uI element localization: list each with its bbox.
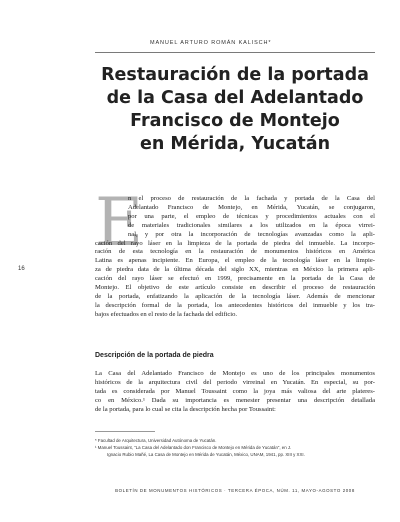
section-paragraph	[95, 370, 375, 415]
footnote: * Facultad de Arquitectura, Universidad Autónoma de Yucatán.	[95, 438, 217, 443]
intro-paragraph	[95, 184, 375, 320]
drop-cap: E	[95, 184, 144, 261]
page-number: 16	[18, 266, 25, 272]
text-line: tada es considerada por Manuel Toussaint como la joya más valiosa del arte plateres-	[95, 387, 375, 395]
text-line: n el proceso de restauración de la fachada y portada de la Casa del	[128, 195, 375, 202]
text-line: por una parte, el empleo de técnicas y procedimientos actuales con el	[128, 212, 375, 220]
title-line: Francisco de Montejo	[130, 111, 340, 131]
text-line: de la portada, enfatizando la aplicación de la tecnología láser. Además de mencionar	[95, 292, 375, 300]
title-line: en Mérida, Yucatán	[139, 134, 331, 154]
text-line: cación del rayo láser se efectuó en 1999, precisamente en la portada de la Casa de	[95, 275, 375, 283]
text-line: Latina es apenas incipiente. En Europa, el empleo de la tecnología láser en la limpie-	[95, 257, 375, 265]
text-line: nal, y por otra la incorporación de tecnologías avanzadas como la apli-	[128, 230, 375, 238]
journal-footer: BOLETÍN DE MONUMENTOS HISTÓRICOS · TERCERA ÉPOCA, NÚM. 11, MAYO-AGOSTO 2008	[115, 488, 355, 493]
title-line: Restauración de la portada	[101, 65, 369, 85]
running-header-author: MANUEL ARTURO ROMÁN KALISCH*	[150, 40, 272, 46]
article-title	[95, 64, 375, 156]
text-line: bajos efectuados en el resto de la fachada del edificio.	[95, 310, 238, 318]
footnote: ¹ Manuel Toussaint, “La Casa del Adelantado don Francisco de Montejo en Mérida de Yucatán”, en J.	[95, 445, 292, 450]
text-line: co en México.¹ Dada su importancia es menester presentar una descripción detallada	[95, 396, 375, 404]
section-heading: Descripción de la portada de piedra	[95, 352, 214, 359]
text-line: de materiales tradicionales similares a los utilizados en la época virrei-	[128, 221, 375, 229]
header-rule	[95, 52, 375, 53]
text-line: de la portada, para lo cual se cita la descripción hecha por Toussaint:	[95, 405, 276, 413]
footnote-rule	[95, 431, 155, 432]
text-line: históricos de la arquitectura civil del periodo virreinal en Yucatán. En especial, su por-	[95, 378, 375, 386]
text-line: za de piedra data de la última década del siglo XX, mientras en México la primera apli-	[95, 266, 375, 274]
footnote-continuation: Ignacio Rubio Mañé, La Casa de Montejo en Mérida de Yucatán, México, UNAM, 1941, pp. XIII y XXI.	[107, 452, 305, 457]
text-line: Montejo. El objetivo de este artículo consiste en describir el proceso de restauración	[95, 284, 375, 292]
text-line: cación del rayo láser en la limpieza de la portada de piedra del inmueble. La incorpo-	[95, 239, 375, 247]
text-line: ración de esta tecnología en la restauración de monumentos históricos en América	[95, 248, 375, 256]
text-line: la descripción formal de la portada, los antecedentes históricos del inmueble y los tra-	[95, 301, 375, 309]
text-line: La Casa del Adelantado Francisco de Montejo es uno de los principales monumentos	[95, 370, 375, 377]
footnotes	[95, 437, 375, 458]
text-line: Adelantado Francisco de Montejo, en Mérida, Yucatán, se conjugaron,	[128, 203, 375, 211]
title-line: de la Casa del Adelantado	[106, 88, 364, 108]
